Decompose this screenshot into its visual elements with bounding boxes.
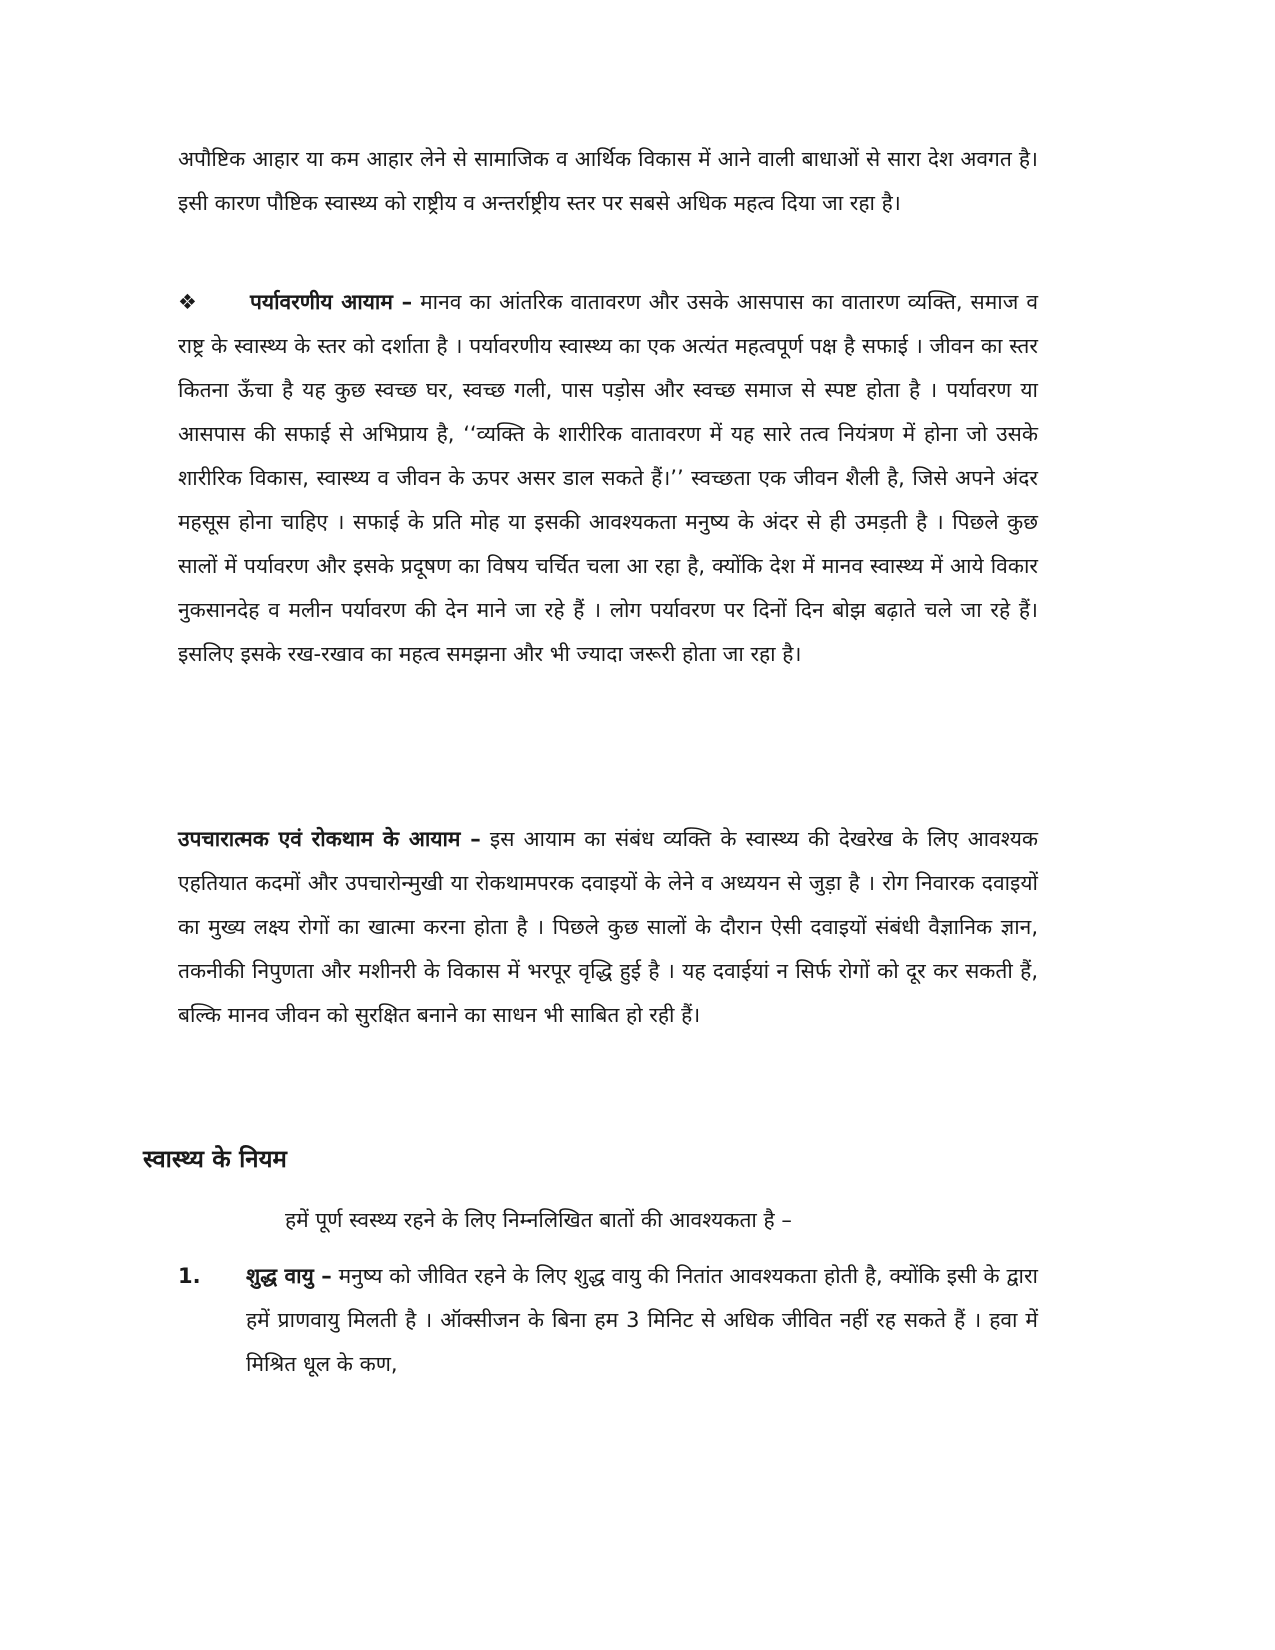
paragraph-nutrition-text: अपौष्टिक आहार या कम आहार लेने से सामाजिक व आर्थिक विकास में आने वाली बाधाओं से सारा देश अवगत है। इसी कारण पौष्टिक स्वास्थ्य को राष्ट्रीय व अन्तर्राष्ट्रीय स्तर पर सबसे अधिक महत्व दिया जा रहा है। [178, 147, 1038, 215]
paragraph-curative [178, 817, 1038, 1037]
rules-intro: हमें पूर्ण स्वस्थ्य रहने के लिए निम्नलिखित बातों की आवश्यकता है – [285, 1208, 792, 1232]
paragraph-nutrition [178, 137, 1038, 225]
pure-air-text: मनुष्य को जीवित रहने के लिए शुद्ध वायु की नितांत आवश्यकता होती है, क्योंकि इसी के द्वारा हमें प्राणवायु मिलती है । ऑक्सीजन के बिना हम 3 मिनिट से अधिक जीवित नहीं रह सकते हैं । हवा में मिश्रित धूल के कण, [246, 1264, 1038, 1376]
curative-text: इस आयाम का संबंध व्यक्ति के स्वास्थ्य की देखरेख के लिए आवश्यक एहतियात कदमों और उपचारोन्मुखी या रोकथामपरक दवाइयों के लेने व अध्ययन से जुड़ा है । रोग निवारक दवाइयों का मुख्य लक्ष्य रोगों का खात्मा करना होता है । पिछले कुछ सालों के दौरान ऐसी दवाइयों संबंधी वैज्ञानिक ज्ञान, तकनीकी निपुणता और मशीनरी के विकास में भरपूर वृद्धि हुई है । यह दवाईयां न सिर्फ रोगों को दूर कर सकती हैं, बल्कि मानव जीवन को सुरक्षित बनाने का साधन भी साबित हो रही हैं। [178, 827, 1039, 1027]
curative-title: उपचारात्मक एवं रोकथाम के आयाम – [178, 827, 481, 851]
section-heading: स्वास्थ्य के नियम [143, 1145, 287, 1173]
pure-air-title: शुद्ध वायु – [246, 1264, 332, 1288]
diamond-bullet-icon: ❖ [178, 290, 197, 314]
list-item-pure-air [246, 1254, 1038, 1386]
environmental-text: मानव का आंतरिक वातावरण और उसके आसपास का वातारण व्यक्ति, समाज व राष्ट्र के स्वास्थ्य के स्तर को दर्शाता है । पर्यावरणीय स्वास्थ्य का एक अत्यंत महत्वपूर्ण पक्ष है सफाई । जीवन का स्तर कितना ऊँचा है यह कुछ स्वच्छ घर, स्वच्छ गली, पास पड़ोस और स्वच्छ समाज से स्पष्ट होता है । पर्यावरण या आसपास की सफाई से अभिप्राय है, ‘‘व्यक्ति के शारीरिक वातावरण में यह सारे तत्व नियंत्रण में होना जो उसके शारीरिक विकास, स्वास्थ्य व जीवन के ऊपर असर डाल सकते हैं।’’ स्वच्छता एक जीवन शैली है, जिसे अपने अंदर महसूस होना चाहिए । सफाई के प्रति मोह या इसकी आवश्यकता मनुष्य के अंदर से ही उमड़ती है । पिछले कुछ सालों में पर्यावरण और इसके प्रदूषण का विषय चर्चित चला आ रहा है, क्योंकि देश में मानव स्वास्थ्य में आये विकार नुकसानदेह व मलीन पर्यावरण की देन माने जा रहे हैं । लोग पर्यावरण पर दिनों दिन बोझ बढ़ाते चले जा रहे हैं। इसलिए इसके रख-रखाव का महत्व समझना और भी ज्यादा जरूरी होता जा रहा है। [178, 290, 1038, 666]
paragraph-environmental [178, 280, 1038, 676]
list-item-number: 1. [178, 1264, 201, 1288]
environmental-title: पर्यावरणीय आयाम – [250, 290, 413, 314]
